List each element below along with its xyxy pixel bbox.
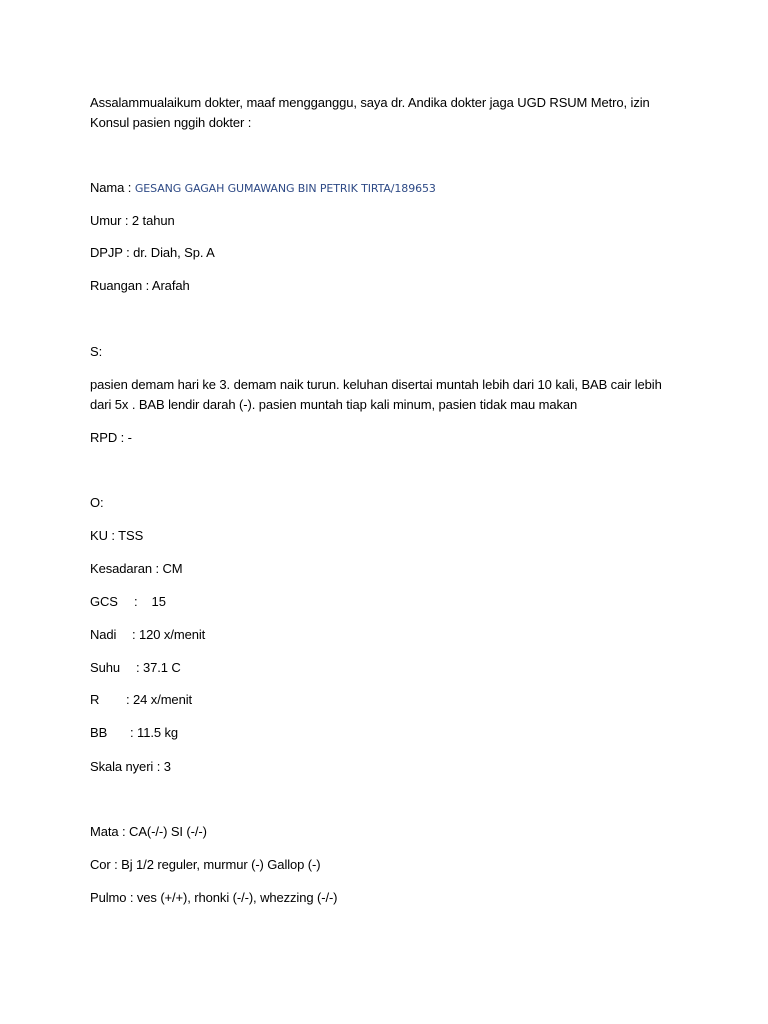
eye-exam-line: Mata : CA(-/-) SI (-/-) — [90, 824, 207, 839]
gcs-line — [90, 592, 166, 612]
temperature-label: Suhu — [90, 660, 120, 675]
subjective-complaint: pasien demam hari ke 3. demam naik turun. keluhan disertai muntah lebih dari 10 kali, BAB cair lebih dari 5x . BAB lendir darah (-). pasien muntah tiap kali minum, pasien tidak mau makan — [90, 377, 662, 412]
respiration-line — [90, 690, 192, 710]
gcs-value: : 15 — [134, 594, 166, 609]
temperature-line — [90, 658, 181, 678]
patient-name-value: GESANG GAGAH GUMAWANG BIN PETRIK TIRTA/189653 — [134, 182, 436, 195]
pulse-label: Nadi — [90, 627, 117, 642]
weight-line — [90, 723, 178, 743]
weight-label: BB — [90, 725, 108, 740]
rpd-line: RPD : - — [90, 430, 132, 445]
name-label: Nama : — [90, 180, 135, 195]
age-line: Umur : 2 tahun — [90, 213, 175, 228]
gcs-label: GCS — [90, 594, 118, 609]
weight-value: : 11.5 kg — [130, 725, 179, 740]
temperature-value: : 37.1 C — [136, 660, 181, 675]
room-line: Ruangan : Arafah — [90, 278, 190, 293]
respiration-label: R — [90, 692, 100, 707]
ku-line: KU : TSS — [90, 528, 144, 543]
pulmonary-exam-line: Pulmo : ves (+/+), rhonki (-/-), whezzing (-/-) — [90, 890, 338, 905]
respiration-value: : 24 x/menit — [126, 692, 192, 707]
greeting-paragraph: Assalammualaikum dokter, maaf mengganggu, saya dr. Andika dokter jaga UGD RSUM Metro, izin Konsul pasien nggih dokter : — [90, 95, 650, 130]
patient-name-line — [90, 178, 436, 199]
pulse-line — [90, 625, 205, 645]
consciousness-line: Kesadaran : CM — [90, 561, 183, 576]
objective-heading: O: — [90, 495, 104, 510]
dpjp-line: DPJP : dr. Diah, Sp. A — [90, 245, 215, 260]
pulse-value: : 120 x/menit — [132, 627, 206, 642]
cardiac-exam-line: Cor : Bj 1/2 reguler, murmur (-) Gallop (-) — [90, 857, 321, 872]
subjective-heading: S: — [90, 344, 103, 359]
pain-scale-line: Skala nyeri : 3 — [90, 759, 171, 774]
